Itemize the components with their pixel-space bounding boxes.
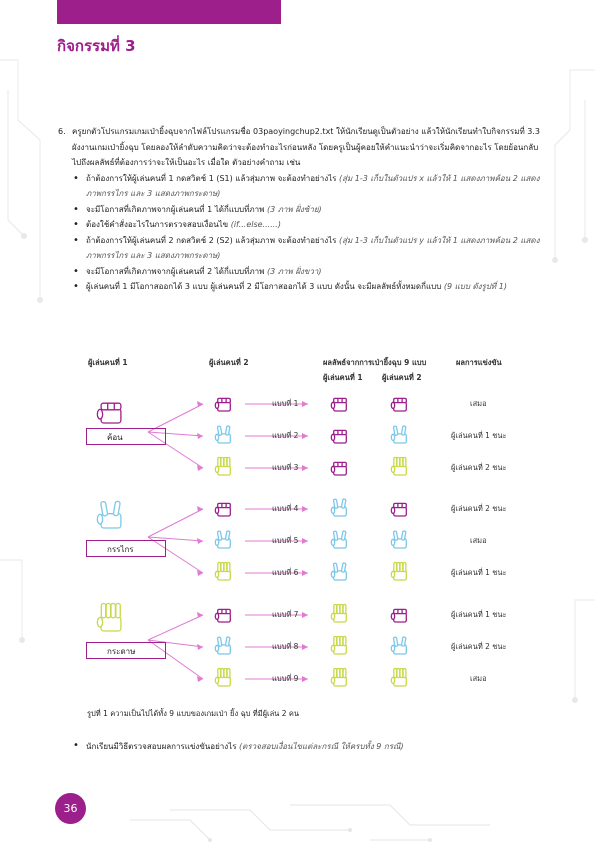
list-item — [58, 740, 543, 753]
arrowhead — [302, 465, 308, 471]
result-p2-paper-icon — [391, 458, 406, 476]
result-p1-paper-icon — [331, 669, 346, 687]
figure-caption: รูปที่ 1 ความเป็นไปได้ทั้ง 9 แบบของเกมเป่า ยิ้ง ฉุบ ที่มีผู้เล่น 2 คน — [87, 709, 299, 718]
pattern-label: แบบที่ 5 — [272, 536, 299, 545]
arrowhead — [302, 401, 308, 407]
result-p2-paper-icon — [391, 669, 406, 687]
header-player2: ผู้เล่นคนที่ 2 — [209, 358, 249, 367]
question-text: จะมีโอกาสที่เกิดภาพจากผู้เล่นคนที่ 2 ได้กี่แบบที่ภาพ — [86, 266, 267, 276]
answer-note: (3 ภาพ ฝั่งซ้าย) — [266, 204, 322, 214]
result-p1-scissors-icon — [331, 531, 346, 548]
result-p2-scissors-icon — [391, 637, 406, 654]
label-rock: ค้อน — [86, 428, 166, 445]
question-text: ผู้เล่นคนที่ 1 มีโอกาสออกได้ 3 แบบ ผู้เล่นคนที่ 2 มีโอกาสออกได้ 3 แบบ ดังนั้น จะมีผลลัพธ์ทั้งหมดกี่แบบ — [86, 282, 444, 291]
result-p1-rock-icon — [331, 462, 346, 475]
outcome-label: ผู้เล่นคนที่ 2 ชนะ — [451, 504, 507, 513]
pattern-label: แบบที่ 4 — [272, 504, 299, 513]
outcome-label: ผู้เล่นคนที่ 2 ชนะ — [451, 463, 507, 472]
arrowhead — [197, 538, 203, 544]
label-paper: กระดาษ — [86, 642, 166, 659]
header-outcome: ผลการแข่งขัน — [456, 358, 502, 367]
arrowhead — [197, 401, 203, 407]
pattern-label: แบบที่ 2 — [272, 431, 299, 440]
player2-rock-icon — [215, 398, 230, 411]
answer-note: (9 แบบ ดังรูปที่ 1) — [443, 282, 507, 291]
player2-rock-icon — [215, 503, 230, 516]
header-results: ผลลัพธ์จากการเป่ายิ้งฉุบ 9 แบบ — [323, 358, 427, 367]
arrowhead — [302, 612, 308, 618]
footer-circuit-decoration — [130, 800, 490, 842]
outcome-label: ผู้เล่นคนที่ 2 ชนะ — [451, 642, 507, 651]
page-title: กิจกรรมที่ 3 — [57, 37, 136, 55]
closing-list — [58, 740, 543, 753]
answer-note: (if...else......) — [230, 220, 281, 229]
player2-scissors-icon — [215, 637, 230, 654]
arrowhead — [302, 538, 308, 544]
outcome-label: ผู้เล่นคนที่ 1 ชนะ — [451, 431, 507, 440]
intro-text: ครูยกตัวโปรแกรมเกมเป่ายิ้งฉุบจากไฟล์โปรแกรมชื่อ 03paoyingchup2.txt ให้นักเรียนดูเป็นตัวอย่าง แล้วให้นักเรียนทำใบกิจกรรมที่ 3.3 ผังงานเกมเป่ายิ้งฉุบ โดยลองให้ลำดับความคิดว่าจะต้องทำอะไรก่อนหลัง โดยครูเป็นผู้คอยให้คำแนะนำว่าจะเริ่มคิดจากอะไร โดยย้อนกลับไปถึงผลลัพธ์ที่ต้องการว่าจะให้เป็นอะไร เมื่อใด ตัวอย่างคำถาม เช่น — [72, 127, 541, 167]
outcome-label: ผู้เล่นคนที่ 1 ชนะ — [451, 610, 507, 619]
pattern-label: แบบที่ 8 — [272, 642, 299, 651]
question-text: จะมีโอกาสที่เกิดภาพจากผู้เล่นคนที่ 1 ได้กี่แบบที่ภาพ — [86, 204, 267, 214]
question-text: ถ้าต้องการให้ผู้เล่นคนที่ 2 กดสวิตช์ 2 (S2) แล้วสุ่มภาพ จะต้องทำอย่างไร — [86, 235, 339, 245]
result-p2-rock-icon — [391, 398, 406, 411]
arrowhead — [197, 612, 203, 618]
player1-scissors-icon — [97, 501, 121, 528]
arrowhead — [302, 644, 308, 650]
question-text: ต้องใช้คำสั่งอะไรในการตรวจสอบเงื่อนไข — [86, 220, 231, 229]
pattern-label: แบบที่ 3 — [272, 463, 299, 472]
answer-note: (สุ่ม 1-3 เก็บในตัวแปร x แล้วให้ 1 แสดงภาพค้อน 2 แสดงภาพกรรไกร และ 3 แสดงภาพกระดาษ) — [86, 173, 540, 198]
result-p1-scissors-icon — [331, 563, 346, 580]
player2-paper-icon — [215, 563, 230, 581]
answer-note: (3 ภาพ ฝั่งขวา) — [266, 266, 322, 276]
arrowhead — [197, 433, 203, 439]
result-p1-paper-icon — [331, 605, 346, 623]
player2-paper-icon — [215, 458, 230, 476]
pattern-label: แบบที่ 9 — [272, 674, 299, 683]
closing-question — [58, 740, 543, 753]
label-scissors: กรรไกร — [86, 540, 166, 557]
result-p2-paper-icon — [391, 563, 406, 581]
outcome-label: ผู้เล่นคนที่ 1 ชนะ — [451, 568, 507, 577]
pattern-label: แบบที่ 7 — [272, 610, 299, 619]
outcome-label: เสมอ — [470, 536, 487, 545]
header-player1: ผู้เล่นคนที่ 1 — [88, 358, 128, 367]
page-number: 36 — [55, 793, 86, 824]
arrowhead — [302, 570, 308, 576]
result-p2-scissors-icon — [391, 426, 406, 443]
player1-paper-icon — [97, 604, 121, 632]
player2-rock-icon — [215, 609, 230, 622]
result-p1-rock-icon — [331, 398, 346, 411]
player2-paper-icon — [215, 669, 230, 687]
result-p1-rock-icon — [331, 430, 346, 443]
result-p2-rock-icon — [391, 609, 406, 622]
branch-arrow — [148, 509, 203, 537]
result-p1-scissors-icon — [331, 499, 346, 516]
player1-rock-icon — [97, 403, 121, 423]
arrowhead — [302, 506, 308, 512]
outcome-label: เสมอ — [470, 399, 487, 408]
arrowhead — [197, 506, 203, 512]
arrowhead — [302, 433, 308, 439]
player2-scissors-icon — [215, 426, 230, 443]
arrowhead — [197, 644, 203, 650]
result-p1-paper-icon — [331, 637, 346, 655]
header-results-player1: ผู้เล่นคนที่ 1 — [323, 373, 363, 382]
answer-note: (ตรวจสอบเงื่อนไขแต่ละกรณี ให้ครบทั้ง 9 กรณี) — [239, 742, 404, 751]
outcome-label: เสมอ — [470, 674, 487, 683]
player2-scissors-icon — [215, 531, 230, 548]
result-p2-scissors-icon — [391, 531, 406, 548]
question-text: ถ้าต้องการให้ผู้เล่นคนที่ 1 กดสวิตช์ 1 (S1) แล้วสุ่มภาพ จะต้องทำอย่างไร — [86, 173, 339, 183]
header-results-player2: ผู้เล่นคนที่ 2 — [382, 373, 422, 382]
answer-note: (สุ่ม 1-3 เก็บในตัวแปร y แล้วให้ 1 แสดงภาพค้อน 2 แสดงภาพกรรไกร และ 3 แสดงภาพกระดาษ) — [86, 235, 540, 260]
item-number: 6. — [58, 127, 66, 136]
pattern-label: แบบที่ 6 — [272, 568, 299, 577]
arrowhead — [302, 676, 308, 682]
pattern-label: แบบที่ 1 — [272, 399, 299, 408]
question-text: นักเรียนมีวิธีตรวจสอบผลการแข่งขันอย่างไร — [86, 742, 240, 751]
result-p2-rock-icon — [391, 503, 406, 516]
branch-arrow — [148, 615, 203, 640]
